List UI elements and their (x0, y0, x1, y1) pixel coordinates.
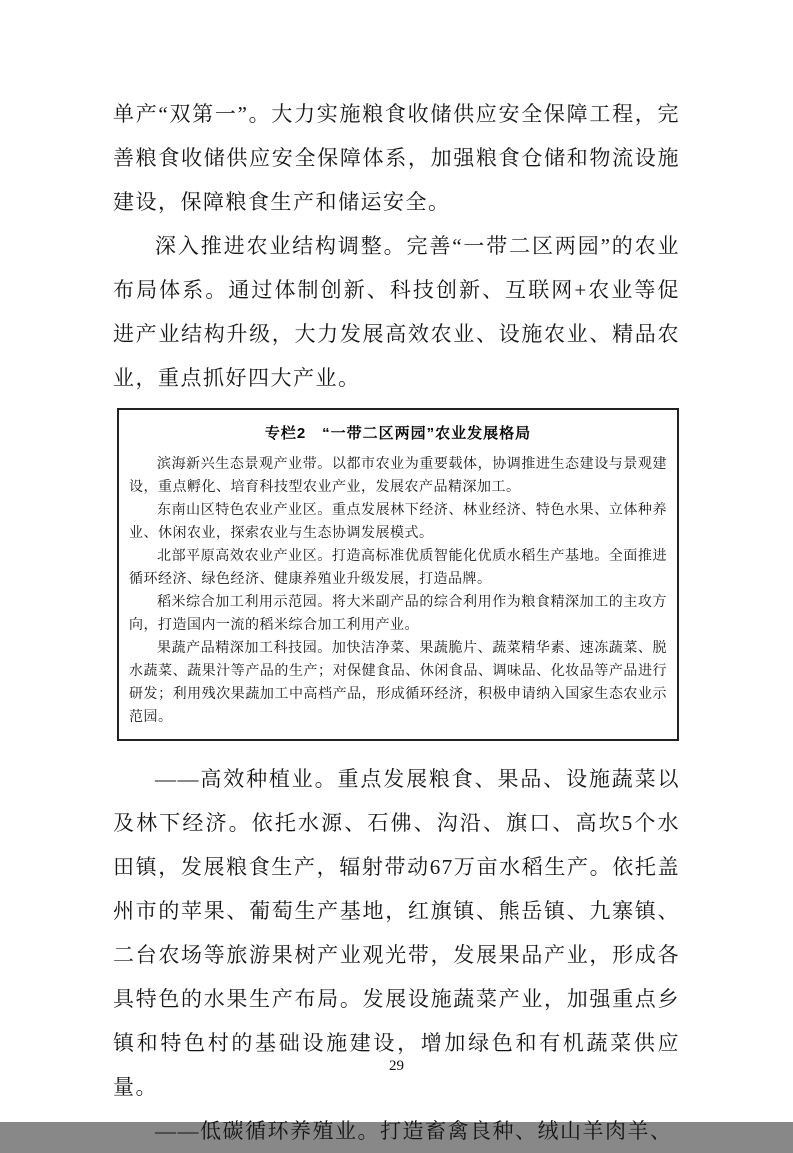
page-number: 29 (389, 1058, 404, 1074)
box-paragraph-northern-plain-zone: 北部平原高效农业产业区。打造高标准优质智能化优质水稻生产基地。全面推进循环经济、绿色经济、健康养殖业升级发展，打造品牌。 (129, 549, 667, 587)
paragraph-grain-security: 单产“双第一”。大力实施粮食收储供应安全保障工程，完善粮食收储供应安全保障体系，加强粮食仓储和物流设施建设，保障粮食生产和储运安全。 (113, 102, 680, 214)
paragraph-efficient-planting: ——高效种植业。重点发展粮食、果品、设施蔬菜以及林下经济。依托水源、石佛、沟沿、旗口、高坎5个水田镇，发展粮食生产，辐射带动67万亩水稻生产。依托盖州市的苹果、葡萄生产基地，红旗镇、熊岳镇、九寨镇、二台农场等旅游果树产业观光带，发展果品产业，形成各具特色的水果生产布局。发展设施蔬菜产业，加强重点乡镇和特色村的基础设施建设，增加绿色和有机蔬菜供应量。 (113, 767, 680, 1099)
page-content (113, 92, 680, 1153)
box-title: 专栏2 “一带二区两园”农业发展格局 (264, 425, 532, 442)
box-paragraph-rice-processing-park: 稻米综合加工利用示范园。将大米副产品的综合利用作为粮食精深加工的主攻方向，打造国内一流的稻米综合加工利用产业。 (129, 595, 667, 633)
paragraph-agriculture-structure: 深入推进农业结构调整。完善“一带二区两园”的农业布局体系。通过体制创新、科技创新、互联网+农业等促进产业结构升级，大力发展高效农业、设施农业、精品农业，重点抓好四大产业。 (113, 234, 680, 390)
column-2-box (117, 408, 679, 741)
box-paragraph-coastal-belt: 滨海新兴生态景观产业带。以都市农业为重要载体，协调推进生态建设与景观建设，重点孵化、培育科技型农业产业，发展农产品精深加工。 (129, 457, 667, 495)
box-paragraph-fruit-vegetable-park: 果蔬产品精深加工科技园。加快洁净菜、果蔬脆片、蔬菜精华素、速冻蔬菜、脱水蔬菜、蔬果汁等产品的生产；对保健食品、休闲食品、调味品、化妆品等产品进行研发；利用残次果蔬加工中高档产品，形成循环经济，积极申请纳入国家生态农业示范园。 (129, 641, 667, 725)
paragraph-low-carbon-breeding: ——低碳循环养殖业。打造畜禽良种、绒山羊肉羊、 (155, 1119, 673, 1143)
box-paragraph-southeast-mountain-zone: 东南山区特色农业产业区。重点发展林下经济、林业经济、特色水果、立体种养业、休闲农业，探索农业与生态协调发展模式。 (129, 503, 667, 541)
